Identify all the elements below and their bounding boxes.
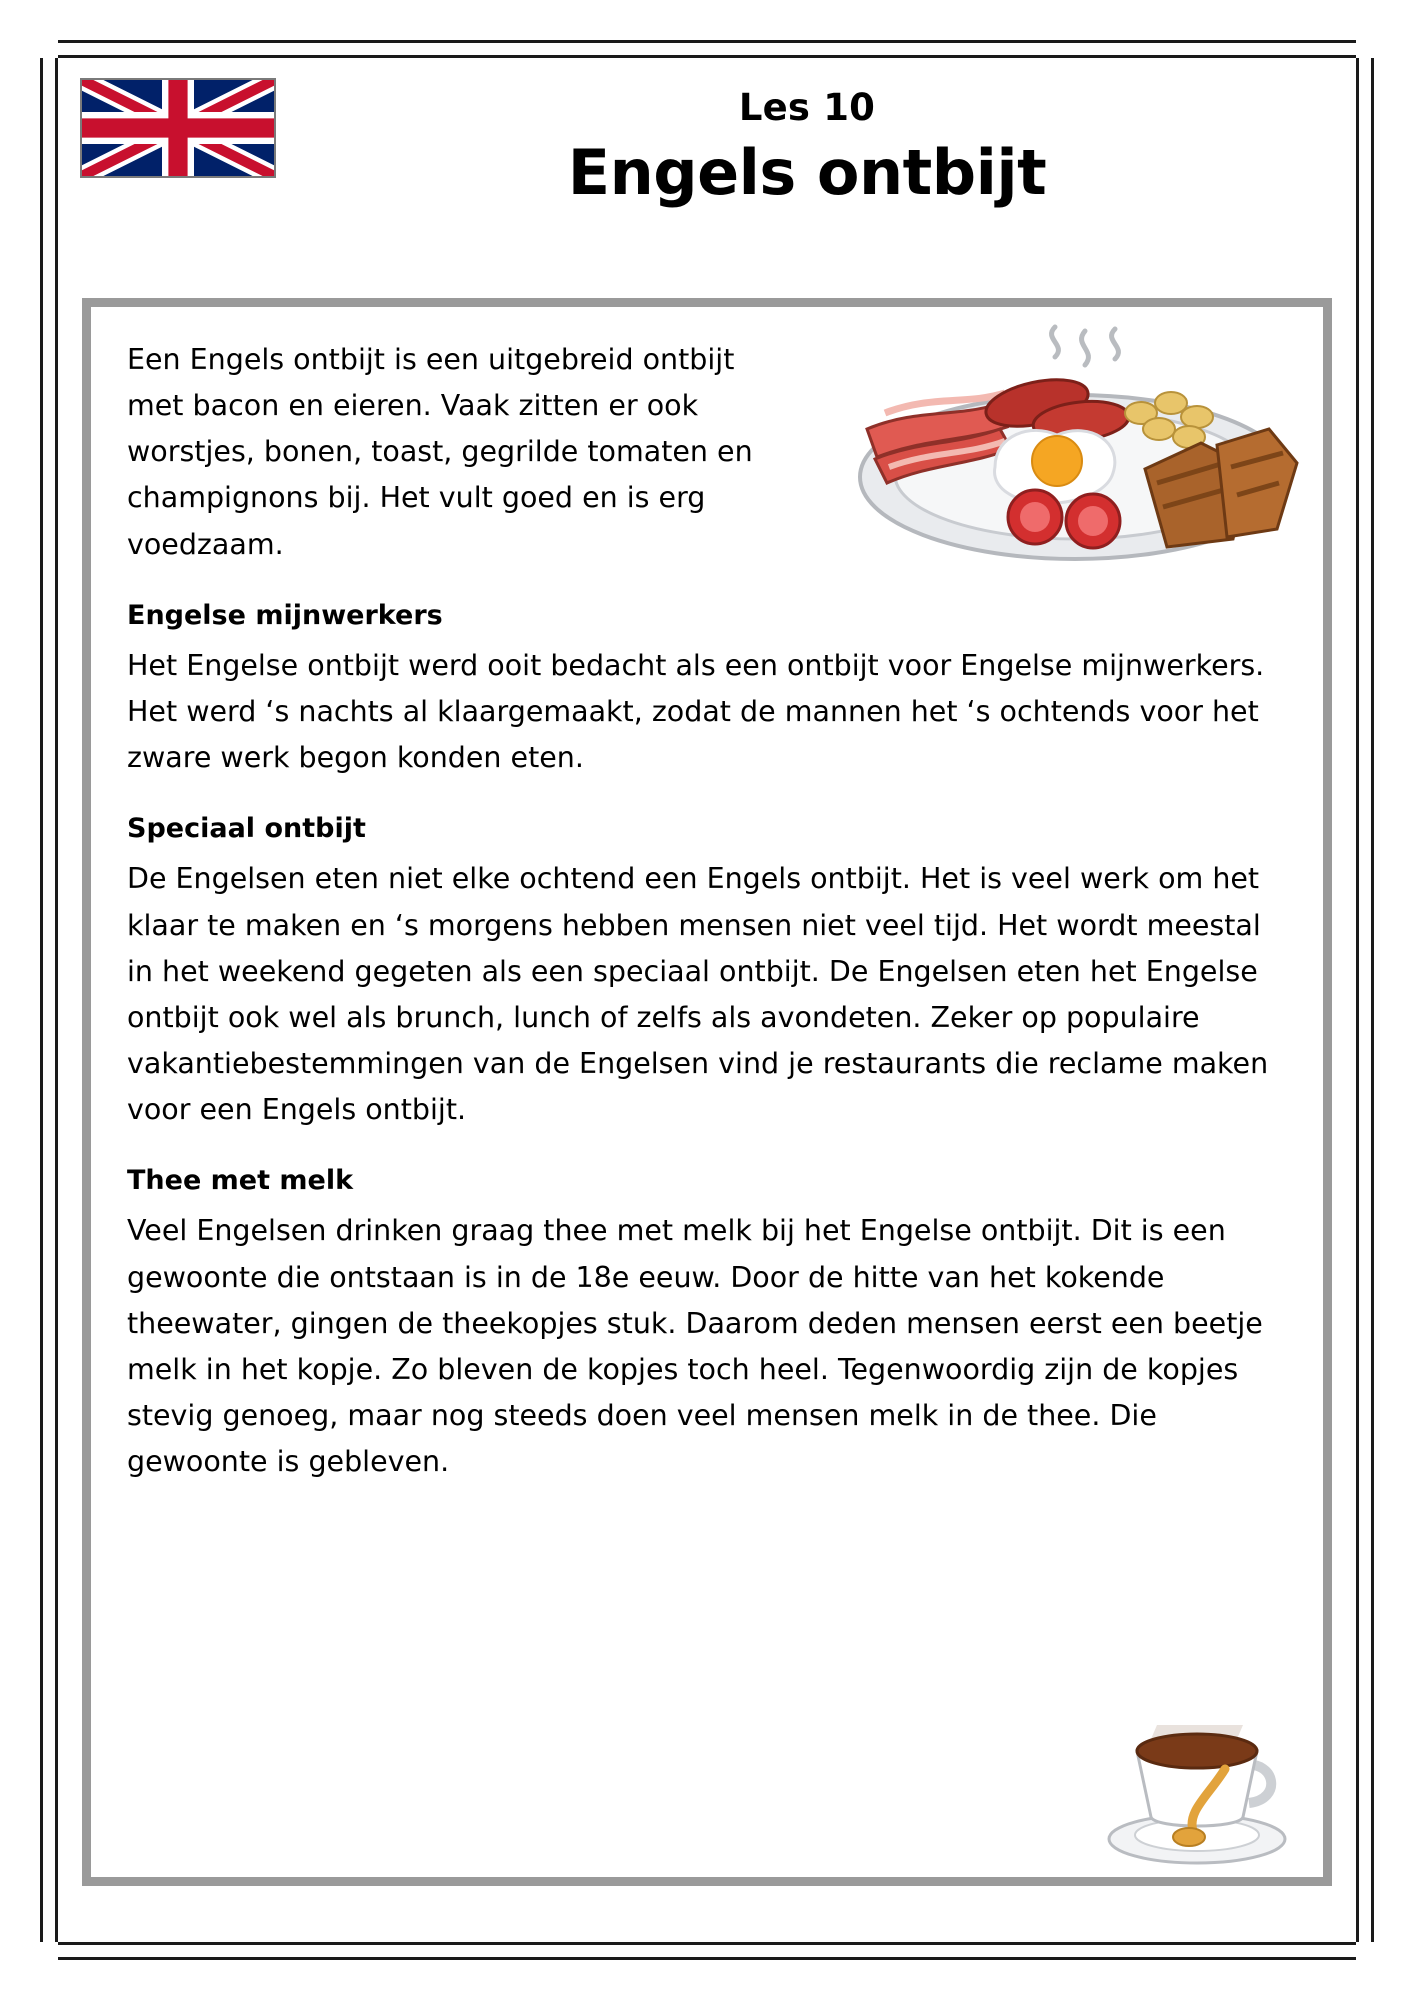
intro-paragraph: Een Engels ontbijt is een uitgebreid ontbijt met bacon en eieren. Vaak zitten er ook worstjes, bonen, toast, gegrilde tomaten en champignons bij. Het vult goed en is erg voedzaam. [127,343,753,561]
section-heading-speciaal-ontbijt: Speciaal ontbijt [127,813,366,845]
section-speciaal-ontbijt [127,811,1283,1133]
lesson-label: Les 10 [738,86,876,129]
section-heading-thee-met-melk: Thee met melk [127,1165,354,1197]
section-heading-engelse-mijnwerkers: Engelse mijnwerkers [127,599,443,631]
section-body-speciaal-ontbijt: De Engelsen eten niet elke ochtend een Engels ontbijt. Het is veel werk om het klaar te maken en ‘s morgens hebben mensen niet veel tijd. Het wordt meestal in het weekend gegeten als een speciaal ontbijt. De Engelsen eten het Engelse ontbijt ook wel als brunch, lunch of zelfs als avondeten. Zeker op populaire vakantiebestemmingen van de Engelsen vind je restaurants die reclame maken voor een Engels ontbijt. [127,862,1269,1127]
frame-corner-notch-top-right [1356,24,1390,58]
teacup-with-saucer-illustration [1097,1699,1297,1869]
frame-corner-notch-bottom-right [1356,1942,1390,1976]
section-thee-met-melk [127,1163,1283,1485]
title-block [280,70,1334,208]
section-body-thee-met-melk: Veel Engelsen drinken graag thee met melk bij het Engelse ontbijt. Dit is een gewoonte die ontstaan is in de 18e eeuw. Door de hitte van het kokende theewater, gingen de theekopjes stuk. Daarom deden mensen eerst een beetje melk in het kopje. Zo bleven de kopjes toch heel. Tegenwoordig zijn de kopjes stevig genoeg, maar nog steeds doen veel mensen melk in de thee. Die gewoonte is gebleven. [127,1214,1263,1479]
frame-corner-notch-bottom-left [24,1942,58,1976]
uk-flag-icon [80,78,276,178]
frame-corner-notch-top-left [24,24,58,58]
english-breakfast-plate-illustration [845,317,1305,577]
section-body-engelse-mijnwerkers: Het Engelse ontbijt werd ooit bedacht als een ontbijt voor Engelse mijnwerkers. Het werd ‘s nachts al klaargemaakt, zodat de mannen het ‘s ochtends voor het zware werk begon konden eten. [127,648,1265,775]
content-panel [82,298,1332,1886]
page-title: Engels ontbijt [567,135,1047,209]
page-header [80,60,1334,230]
section-engelse-mijnwerkers [127,598,1283,782]
